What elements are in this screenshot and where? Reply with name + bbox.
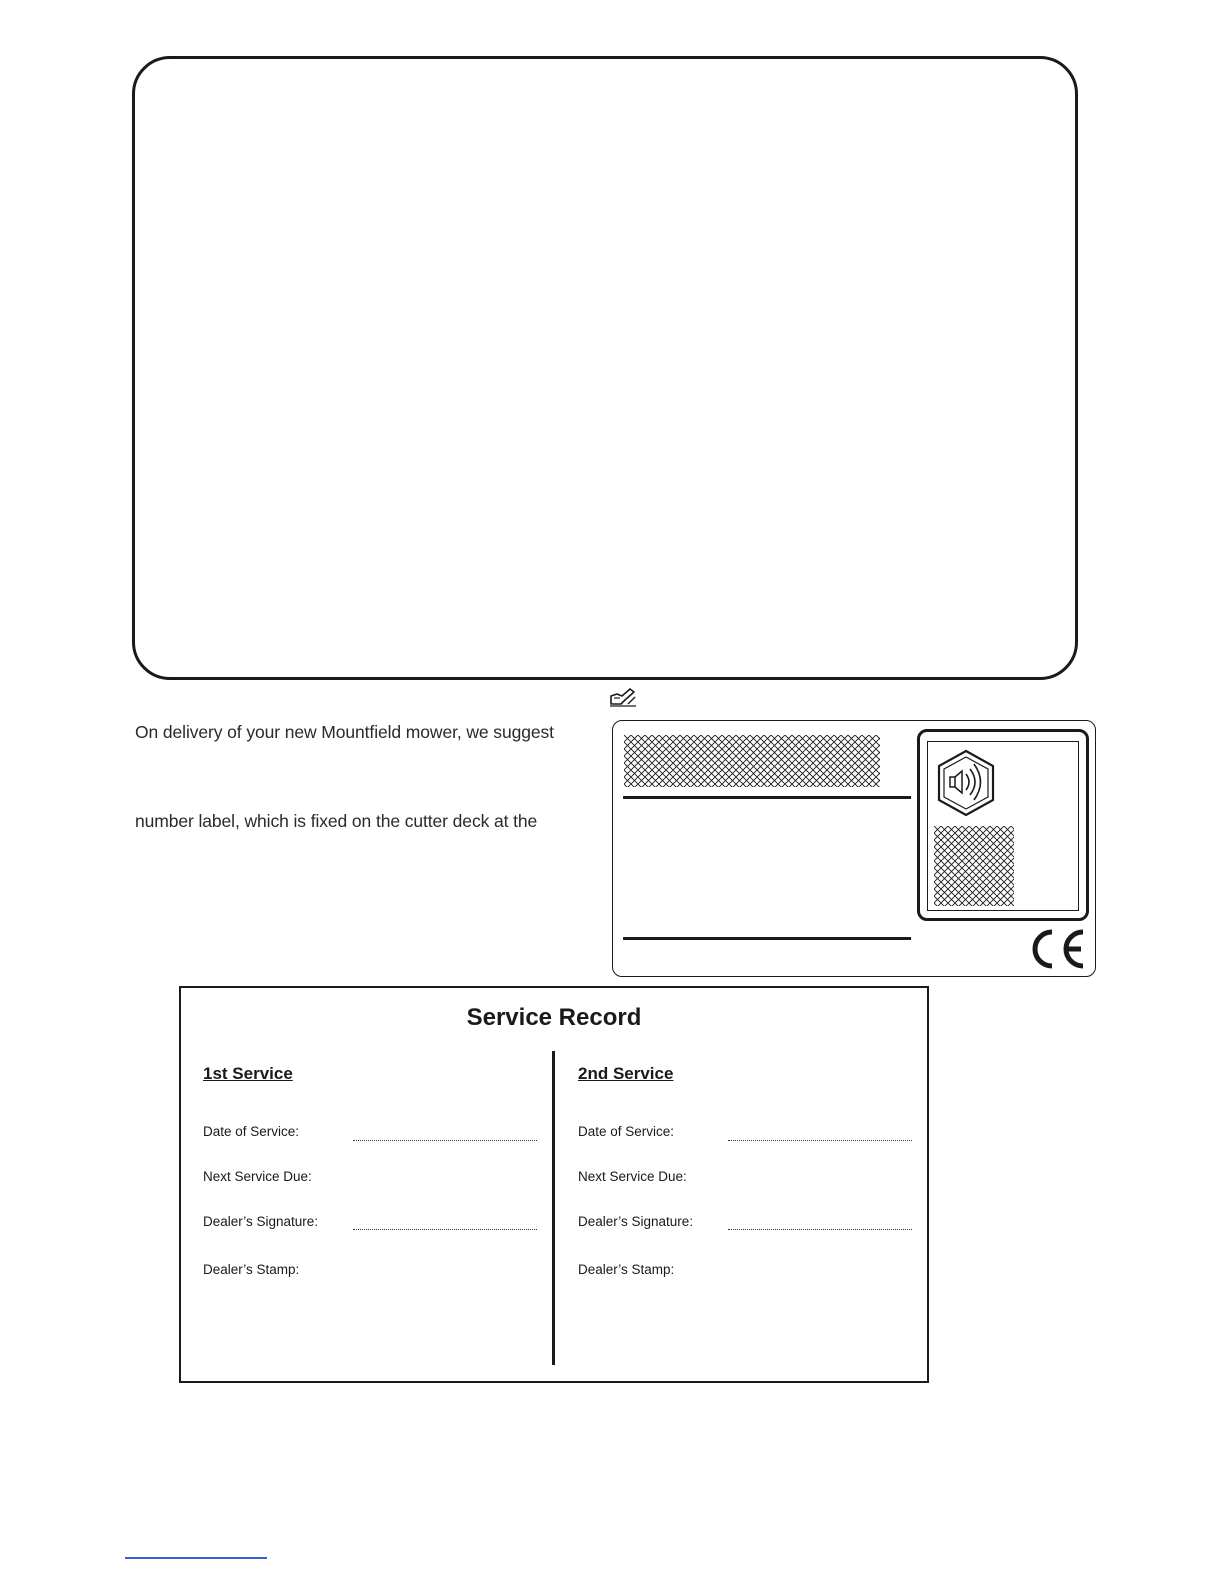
obscured-text-hatch	[624, 735, 880, 787]
noise-level-inner-box	[927, 741, 1079, 911]
intro-text-line: On delivery of your new Mountfield mower, we suggest	[135, 722, 554, 742]
writing-hand-icon	[608, 686, 638, 708]
ce-mark-icon	[1028, 927, 1088, 971]
column-divider	[552, 1051, 555, 1365]
date-of-service-label: Date of Service:	[578, 1124, 675, 1139]
label-rule	[623, 937, 911, 940]
service-heading: 2nd Service	[578, 1064, 674, 1083]
footer-link-underline[interactable]	[125, 1557, 267, 1559]
date-of-service-field[interactable]	[728, 1140, 912, 1141]
dealer-signature-field[interactable]	[728, 1229, 912, 1230]
next-service-due-label: Next Service Due:	[578, 1169, 687, 1184]
service-heading: 1st Service	[203, 1064, 293, 1083]
service-record-title: Service Record	[466, 1004, 642, 1031]
dealer-stamp-label: Dealer’s Stamp:	[203, 1262, 300, 1277]
dealer-stamp-label: Dealer’s Stamp:	[578, 1262, 675, 1277]
service-column-first	[203, 988, 543, 1381]
dealer-signature-label: Dealer’s Signature:	[578, 1214, 694, 1229]
service-column-second	[578, 988, 918, 1381]
next-service-due-label: Next Service Due:	[203, 1169, 312, 1184]
sound-level-hexagon-icon	[935, 748, 997, 818]
dealer-signature-label: Dealer’s Signature:	[203, 1214, 319, 1229]
dealer-signature-field[interactable]	[353, 1229, 537, 1230]
service-record-table	[179, 986, 929, 1383]
obscured-value-hatch	[934, 826, 1014, 906]
date-of-service-field[interactable]	[353, 1140, 537, 1141]
serial-number-label	[612, 720, 1096, 977]
label-rule	[623, 796, 911, 799]
intro-text-line: number label, which is fixed on the cutter deck at the	[135, 811, 538, 831]
date-of-service-label: Date of Service:	[203, 1124, 300, 1139]
illustration-panel	[132, 56, 1078, 680]
noise-level-box	[917, 729, 1089, 921]
